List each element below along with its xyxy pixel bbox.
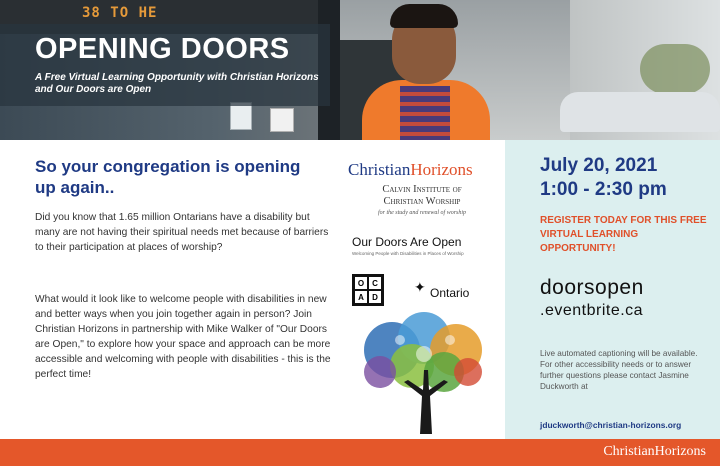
background-car (560, 92, 720, 132)
ontario-logo: Ontario (430, 286, 470, 300)
christian-horizons-logo (348, 160, 473, 180)
page-title: OPENING DOORS (35, 33, 290, 65)
description-paragraph: What would it look like to welcome people with disabilities in new and better ways when you join together again in person? Join Christian Horizons in partnership with Mike Walker of "Our Doors are Open," to explore how your space and approach can be more accessible and welcoming with people with disabilities - this is the perfect time! (35, 294, 331, 380)
ocad-letter: C (368, 276, 382, 290)
contact-email-link[interactable]: jduckworth@christian-horizons.org (540, 420, 682, 430)
tree-foliage (364, 312, 482, 392)
calvin-institute-tagline: for the study and renewal of worship (377, 210, 467, 216)
our-doors-tagline: Welcoming People with Disabilities in Places of Worship (352, 251, 464, 256)
footer-logo: ChristianHorizons (603, 444, 706, 459)
person-shirt (400, 86, 450, 140)
section-heading: So your congregation is opening up again.. (35, 157, 301, 197)
event-time: 1:00 - 2:30 pm (540, 179, 667, 200)
ocad-letter: A (354, 290, 368, 304)
registration-link-domain[interactable]: .eventbrite.ca (540, 302, 644, 319)
event-datetime (540, 154, 667, 202)
hero-photo (0, 0, 720, 140)
ocad-letter: D (368, 290, 382, 304)
tree-illustration (352, 310, 496, 434)
person-hair (390, 4, 458, 28)
calvin-institute-logo: Calvin Institute of Christian Worship (382, 184, 462, 207)
intro-paragraph: Did you know that 1.65 million Ontarians have a disability but many are not having their spiritual needs met because of barriers to their participation at places of worship? (35, 212, 329, 253)
logo-word-horizons: Horizons (410, 160, 473, 179)
accessibility-note: Live automated captioning will be available. For other accessibility needs or to answer further questions please contact Jasmine Duckworth at (540, 349, 698, 391)
event-date: July 20, 2021 (540, 155, 658, 176)
ocad-letter: O (354, 276, 368, 290)
bus-sticker (230, 102, 252, 130)
bus-destination-sign: 38 TO HE (82, 5, 158, 21)
page-subtitle: A Free Virtual Learning Opportunity with Christian Horizons and Our Doors are Open (35, 72, 319, 95)
background-tree (640, 44, 710, 94)
registration-link[interactable]: doorsopen (540, 276, 644, 299)
ocad-logo (352, 274, 384, 306)
register-callout: REGISTER TODAY FOR THIS FREE VIRTUAL LEARNING OPPORTUNITY! (540, 215, 707, 254)
ontario-trillium-icon: ✦ (414, 280, 426, 296)
logo-word-christian: Christian (348, 160, 411, 179)
bus-sticker (270, 108, 294, 132)
our-doors-are-open-logo: Our Doors Are Open (352, 235, 462, 249)
